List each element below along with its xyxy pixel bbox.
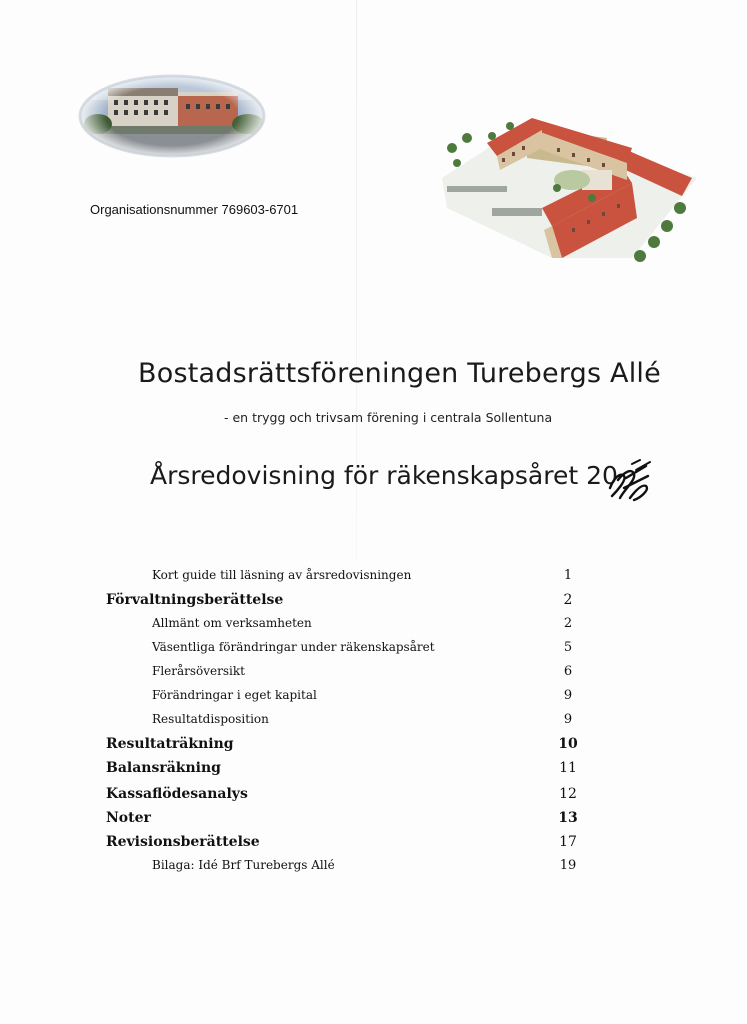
toc-entry-page: 2 [563, 616, 573, 631]
toc-row [0, 810, 747, 830]
toc-row [0, 736, 747, 756]
toc-row [0, 568, 747, 588]
organisation-number: Organisationsnummer 769603-6701 [90, 202, 299, 217]
tagline: - en trygg och trivsam förening i centrala Sollentuna [224, 410, 553, 425]
toc-row [0, 760, 747, 780]
toc-row [0, 688, 747, 708]
toc-entry-label: Förändringar i eget kapital [152, 688, 317, 702]
toc-row [0, 858, 747, 878]
toc-entry-page: 12 [559, 786, 577, 802]
toc-entry-label: Förvaltningsberättelse [106, 592, 284, 608]
toc-entry-label: Revisionsberättelse [106, 834, 260, 850]
toc-entry-label: Noter [106, 810, 151, 826]
toc-row [0, 834, 747, 854]
toc-entry-label: Flerårsöversikt [152, 664, 245, 678]
toc-entry-page: 9 [563, 688, 573, 703]
toc-entry-label: Allmänt om verksamheten [152, 616, 312, 630]
toc-row [0, 640, 747, 660]
toc-entry-page: 10 [558, 736, 578, 752]
report-title [150, 461, 618, 490]
toc-entry-page: 6 [563, 664, 573, 679]
toc-entry-page: 2 [563, 592, 573, 608]
association-title: Bostadsrättsföreningen Turebergs Allé [138, 358, 661, 389]
toc-row [0, 664, 747, 684]
toc-entry-page: 17 [559, 834, 577, 850]
housing-block-aerial-illustration [432, 108, 702, 268]
toc-entry-page: 5 [563, 640, 573, 655]
toc-entry-label: Balansräkning [106, 760, 221, 776]
toc-entry-label: Resultaträkning [106, 736, 234, 752]
toc-row [0, 712, 747, 732]
toc-entry-page: 19 [559, 858, 577, 873]
toc-entry-label: Kassaflödesanalys [106, 786, 248, 802]
report-title-text: Årsredovisning för räkenskapsåret 20 [150, 461, 618, 490]
toc-entry-label: Bilaga: Idé Brf Turebergs Allé [152, 858, 335, 872]
toc-entry-page: 9 [563, 712, 573, 727]
toc-entry-page: 1 [563, 568, 573, 583]
toc-entry-label: Väsentliga förändringar under räkenskapsåret [152, 640, 435, 654]
toc-row [0, 786, 747, 806]
building-photo-oval [78, 74, 266, 158]
toc-entry-label: Resultatdisposition [152, 712, 269, 726]
handwritten-year-scribble [606, 458, 652, 502]
toc-entry-label: Kort guide till läsning av årsredovisningen [152, 568, 412, 582]
toc-entry-page: 13 [558, 810, 578, 826]
toc-row [0, 592, 747, 612]
toc-row [0, 616, 747, 636]
toc-entry-page: 11 [559, 760, 577, 776]
